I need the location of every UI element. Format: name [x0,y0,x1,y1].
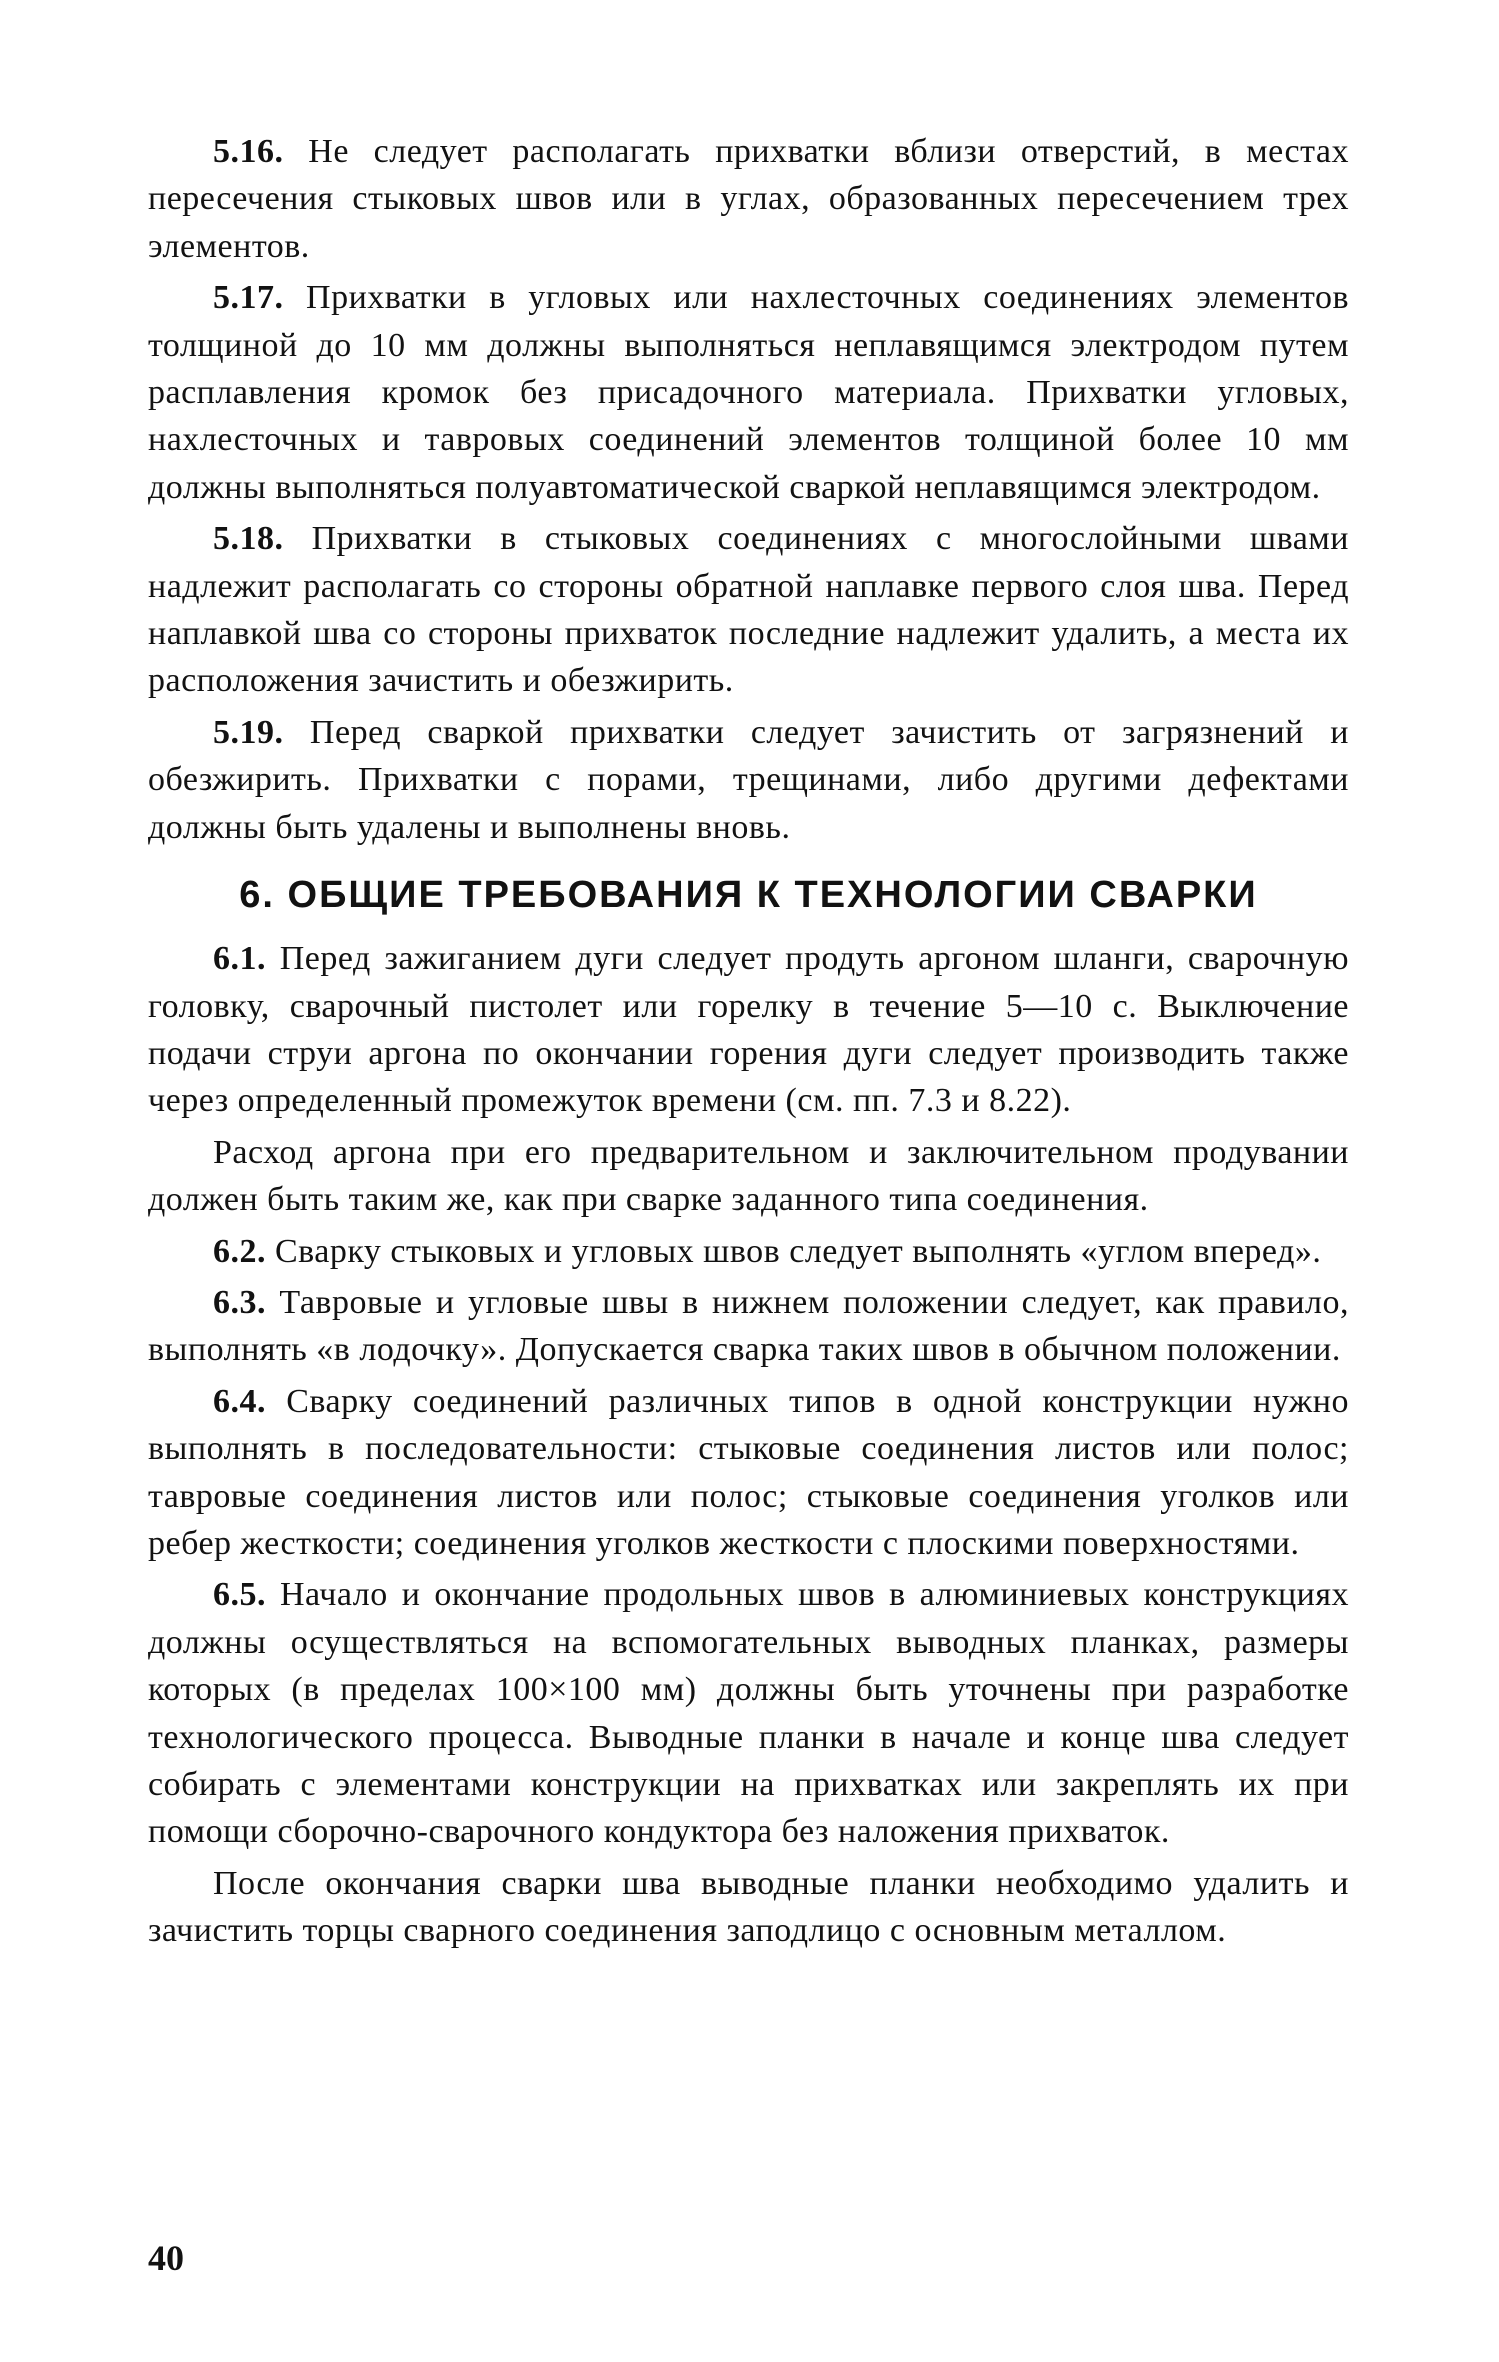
paragraph-5-18 [148,515,1349,705]
clause-text: Перед зажиганием дуги следует продуть аргоном шланги, сварочную головку, сварочный пистолет или горелку в течение 5—10 с. Выключение подачи струи аргона по окончании горения дуги следует производить также через определенный промежуток времени (см. пп. 7.3 и 8.22). [148,940,1350,1120]
clause-text: Прихватки в стыковых соединениях с многослойными швами надлежит располагать со стороны обратной наплавке первого слоя шва. Перед наплавкой шва со стороны прихваток последние надлежит удалить, а места их расположения зачистить и обезжирить. [148,520,1349,700]
clause-number: 5.16. [213,133,284,170]
clause-text: Перед сваркой прихватки следует зачистить от загрязнений и обезжирить. Прихватки с порами, трещинами, либо другими дефектами должны быть удалены и выполнены вновь. [148,713,1349,846]
paragraph-6-4 [148,1378,1349,1568]
paragraph-5-19 [148,709,1349,851]
clause-number: 5.19. [213,713,284,751]
clause-number: 6.1. [213,940,266,978]
clause-number: 5.18. [213,520,284,558]
section-heading: 6. ОБЩИЕ ТРЕБОВАНИЯ К ТЕХНОЛОГИИ СВАРКИ [239,874,1258,917]
clause-text: Сварку стыковых и угловых швов следует выполнять «углом вперед». [275,1232,1322,1270]
paragraph-6-3 [148,1279,1349,1374]
clause-text: Тавровые и угловые швы в нижнем положении следует, как правило, выполнять «в лодочку». Допускается сварка таких швов в обычном положении. [148,1283,1350,1369]
clause-text: Расход аргона при его предварительном и заключительном продувании должен быть таким же, как при сварке заданного типа соединения. [148,1133,1349,1219]
clause-number: 5.17. [213,279,284,317]
paragraph-6-1 [148,935,1349,1125]
clause-number: 6.2. [213,1232,266,1270]
clause-number: 6.5. [213,1576,266,1614]
clause-text: Сварку соединений различных типов в одной конструкции нужно выполнять в последовательности: стыковые соединения листов или полос; тавровые соединения листов или полос; стыковые соединения уголков или ребер жесткости; соединения уголков жесткости с плоскими поверхностями. [148,1382,1349,1562]
paragraph-6-1-continued [148,1129,1349,1224]
page-number: 40 [148,2238,184,2278]
clause-number: 6.3. [213,1283,266,1321]
paragraph-5-16 [148,128,1349,270]
clause-text: Начало и окончание продольных швов в алюминиевых конструкциях должны осуществляться на вспомогательных выводных планках, размеры которых (в пределах 100×100 мм) должны быть уточнены при разработке технологического процесса. Выводные планки в начале и конце шва следует собирать с элементами конструкции на прихватках или закреплять их при помощи сборочно-сварочного кондуктора без наложения прихваток. [148,1576,1349,1851]
clause-text: Прихватки в угловых или нахлесточных соединениях элементов толщиной до 10 мм должны выполняться неплавящимся электродом путем расплавления кромок без присадочного материала. Прихватки угловых, нахлесточных и тавровых соединений элементов толщиной более 10 мм должны выполняться полуавтоматической сваркой неплавящимся электродом. [148,279,1350,506]
paragraph-6-5-continued [148,1860,1349,1955]
paragraph-5-17 [148,274,1349,511]
clause-text: Не следует располагать прихватки вблизи отверстий, в местах пересечения стыковых швов или в углах, образованных пересечением трех элементов. [148,133,1350,265]
clause-number: 6.4. [213,1382,266,1420]
clause-text: После окончания сварки шва выводные планки необходимо удалить и зачистить торцы сварного соединения заподлицо с основным металлом. [148,1864,1349,1950]
paragraph-6-2 [148,1228,1349,1275]
paragraph-6-5 [148,1571,1349,1855]
